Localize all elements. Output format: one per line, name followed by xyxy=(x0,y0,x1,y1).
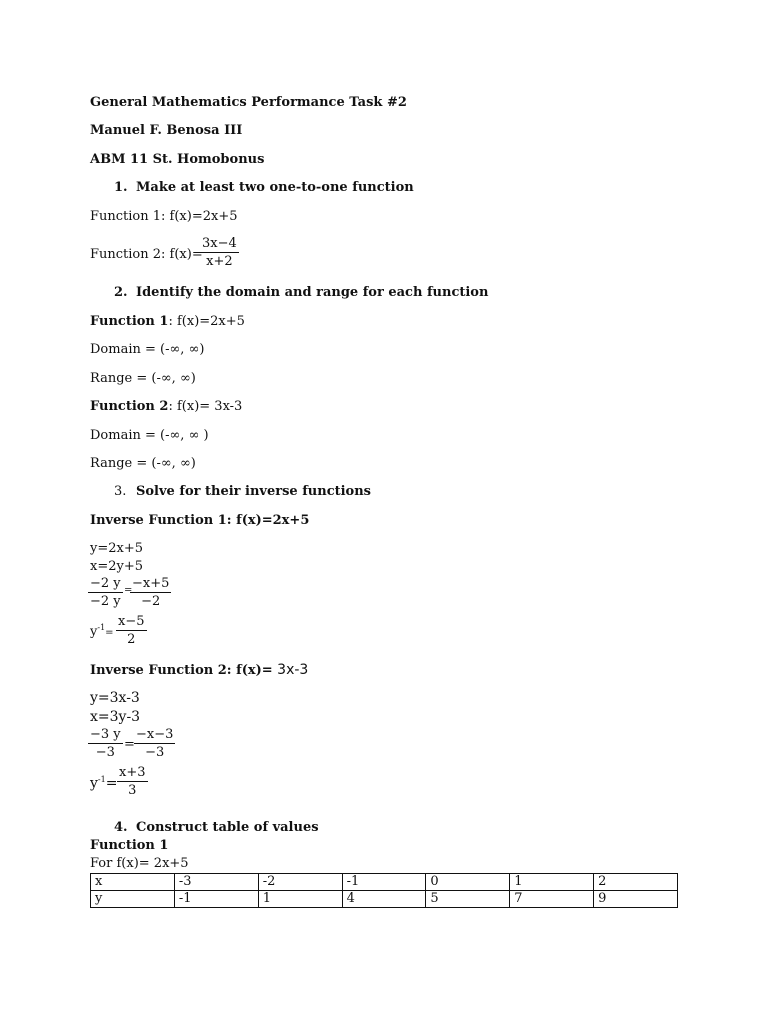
q2-function-1-range: Range = (-∞, ∞) xyxy=(90,371,196,386)
inverse-2-result-exponent: -1 xyxy=(97,775,106,784)
q1-number: 1. xyxy=(114,180,128,195)
table-cell: 1 xyxy=(258,891,342,908)
fraction-numerator: x+3 xyxy=(119,765,146,780)
table-cell: 9 xyxy=(594,891,678,908)
inverse-2-result-fraction xyxy=(117,766,148,797)
q2-function-1 xyxy=(90,315,245,328)
inverse-1-fraction-left xyxy=(88,577,123,608)
fraction-denominator: −2 y xyxy=(90,594,121,609)
inverse-2-equals: = xyxy=(124,737,135,752)
table-cell: 2 xyxy=(594,874,678,891)
inverse-2-result-y: y xyxy=(90,775,98,792)
table-cell: -1 xyxy=(174,891,258,908)
inverse-2-heading-text: Inverse Function 2: f(x)= xyxy=(90,663,278,678)
fraction-numerator: −x−3 xyxy=(136,727,174,742)
q2-function-1-expr: : f(x)=2x+5 xyxy=(168,314,245,329)
table-cell: 0 xyxy=(426,874,510,891)
inverse-1-step-2: x=2y+5 xyxy=(90,559,144,574)
table-row-x xyxy=(91,874,678,891)
inverse-2-step-1: y=3x-3 xyxy=(90,690,140,706)
doc-title: General Mathematics Performance Task #2 xyxy=(90,95,407,110)
inverse-1-equals: = xyxy=(124,585,133,596)
inverse-1-result-lhs xyxy=(90,624,114,638)
student-name: Manuel F. Benosa III xyxy=(90,123,243,138)
inverse-2-fraction-right xyxy=(134,728,175,759)
inverse-1-result-exponent: -1 xyxy=(97,623,106,632)
q2-function-2-label: Function 2 xyxy=(90,399,169,414)
inverse-1-result-equals: = xyxy=(105,627,114,639)
fraction-numerator: −x+5 xyxy=(132,576,170,591)
fraction-denominator: x+2 xyxy=(206,254,233,269)
table-cell: y xyxy=(91,891,175,908)
fraction-numerator: 3x−4 xyxy=(202,236,237,251)
table-cell: 7 xyxy=(510,891,594,908)
inverse-1-step-1: y=2x+5 xyxy=(90,541,144,556)
q1-function-2-prefix: Function 2: f(x)= xyxy=(90,247,203,262)
inverse-2-heading xyxy=(90,663,308,677)
q3-number: 3. xyxy=(114,484,127,499)
q2-function-2-range: Range = (-∞, ∞) xyxy=(90,456,196,471)
fraction-numerator: −2 y xyxy=(90,576,121,591)
table-cell: 4 xyxy=(342,891,426,908)
fraction-denominator: −2 xyxy=(141,594,161,609)
values-table xyxy=(90,873,678,908)
fraction-denominator: 2 xyxy=(127,632,136,647)
fraction-numerator: −3 y xyxy=(90,727,121,742)
table-cell: 1 xyxy=(510,874,594,891)
q4-heading: Construct table of values xyxy=(136,820,319,835)
table-cell: 5 xyxy=(426,891,510,908)
table-row-y xyxy=(91,891,678,908)
q2-number: 2. xyxy=(114,285,128,300)
fraction-numerator: x−5 xyxy=(118,614,145,629)
inverse-1-result-fraction xyxy=(116,615,147,646)
q1-function-2-fraction xyxy=(200,237,239,268)
q2-heading: Identify the domain and range for each function xyxy=(136,285,489,300)
inverse-1-fraction-right xyxy=(130,577,171,608)
table-cell: -3 xyxy=(174,874,258,891)
q4-function-label: Function 1 xyxy=(90,838,169,853)
q3-heading: Solve for their inverse functions xyxy=(136,484,372,499)
table-cell: -1 xyxy=(342,874,426,891)
q1-function-1: Function 1: f(x)=2x+5 xyxy=(90,209,238,224)
q2-function-2-domain: Domain = (-∞, ∞ ) xyxy=(90,428,209,443)
inverse-1-heading: Inverse Function 1: f(x)=2x+5 xyxy=(90,513,310,528)
q2-function-1-label: Function 1 xyxy=(90,314,169,329)
table-cell: -2 xyxy=(258,874,342,891)
q2-function-1-domain: Domain = (-∞, ∞) xyxy=(90,342,205,357)
fraction-denominator: −3 xyxy=(95,745,115,760)
student-section: ABM 11 St. Homobonus xyxy=(90,152,265,167)
q4-for-label: For f(x)= 2x+5 xyxy=(90,856,189,871)
q4-number: 4. xyxy=(114,820,128,835)
inverse-2-result-lhs xyxy=(90,776,117,791)
q2-function-2-expr: : f(x)= 3x-3 xyxy=(168,399,243,414)
fraction-denominator: 3 xyxy=(128,783,137,798)
q2-function-2 xyxy=(90,400,242,413)
inverse-2-fraction-left xyxy=(88,728,123,759)
inverse-1-result-y: y xyxy=(90,624,98,640)
fraction-denominator: −3 xyxy=(145,745,165,760)
inverse-2-heading-expr: 3x-3 xyxy=(277,662,309,678)
inverse-2-result-equals: = xyxy=(105,775,118,792)
table-cell: x xyxy=(91,874,175,891)
q1-heading: Make at least two one-to-one function xyxy=(136,180,414,195)
inverse-2-step-2: x=3y-3 xyxy=(90,709,141,725)
